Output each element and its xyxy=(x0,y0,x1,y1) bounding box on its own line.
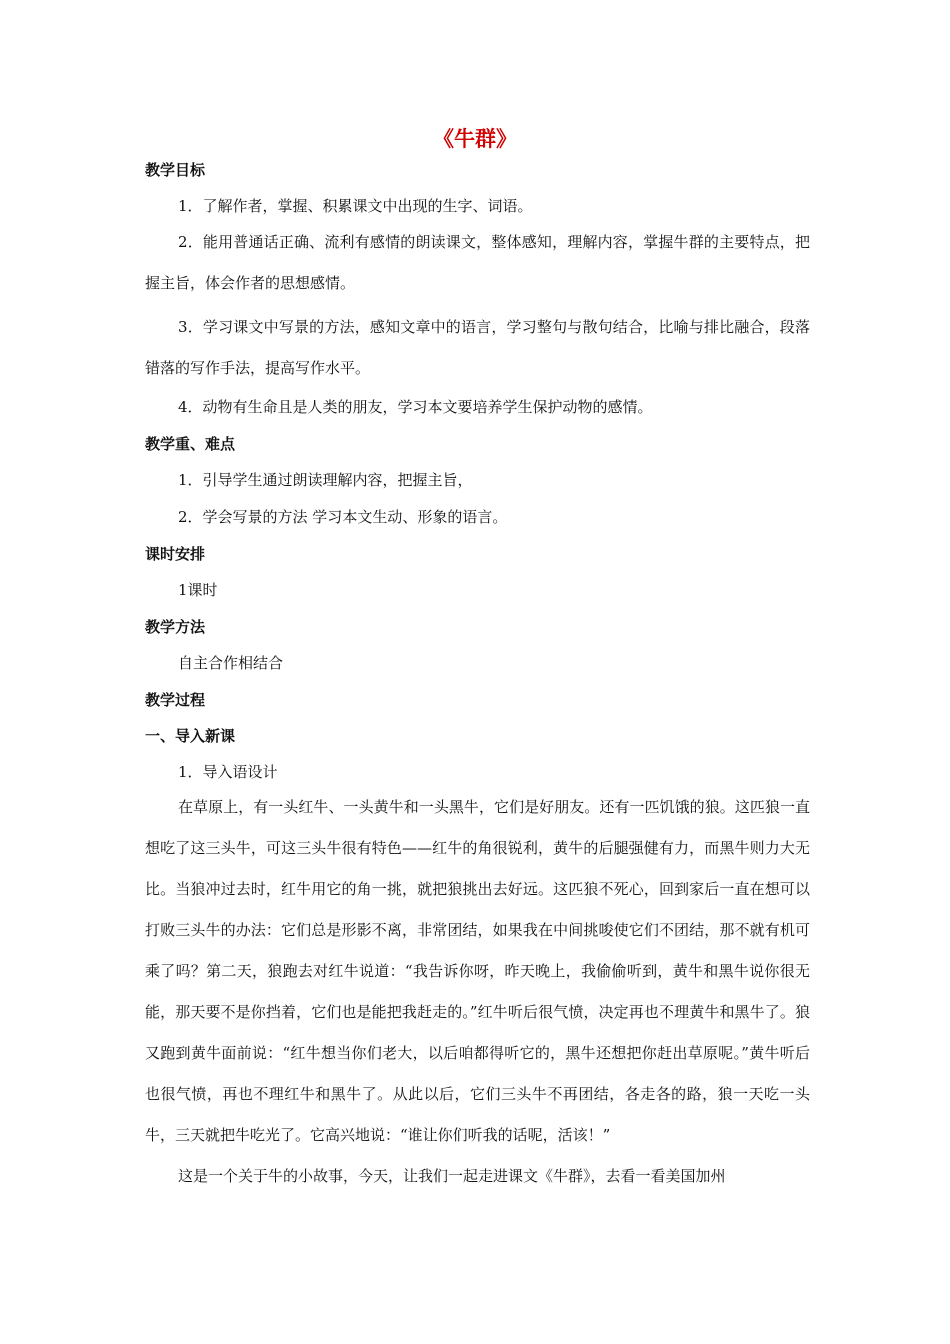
schedule-text: 1课时 xyxy=(178,581,218,599)
goal-item: 4．动物有生命且是人类的朋友，学习本文要培养学生保护动物的感情。 xyxy=(178,398,653,416)
key-point-item: 1．引导学生通过朗读理解内容，把握主旨， xyxy=(178,471,473,489)
document-body xyxy=(145,160,810,1197)
document-title: 《牛群》 xyxy=(433,127,517,151)
goal-item: 3．学习课文中写景的方法，感知文章中的语言，学习整句与散句结合，比喻与排比融合，段落错落的写作手法，提高写作水平。 xyxy=(145,318,810,377)
heading-schedule: 课时安排 xyxy=(145,545,206,563)
goal-item: 1．了解作者，掌握、积累课文中出现的生字、词语。 xyxy=(178,197,533,215)
heading-method: 教学方法 xyxy=(145,618,206,636)
heading-intro: 一、导入新课 xyxy=(145,727,236,745)
intro-item: 1．导入语设计 xyxy=(178,763,278,781)
story-paragraph: 在草原上，有一头红牛、一头黄牛和一头黑牛，它们是好朋友。还有一匹饥饿的狼。这匹狼一直想吃了这三头牛，可这三头牛很有特色——红牛的角很锐利，黄牛的后腿强健有力，而黑牛则力大无比。当狼冲过去时，红牛用它的角一挑，就把狼挑出去好远。这匹狼不死心，回到家后一直在想可以打败三头牛的办法：它们总是形影不离，非常团结，如果我在中间挑唆使它们不团结，那不就有机可乘了吗？第二天，狼跑去对红牛说道：“我告诉你呀，昨天晚上，我偷偷听到，黄牛和黑牛说你很无能，那天要不是你挡着，它们也是能把我赶走的。”红牛听后很气愤，决定再也不理黄牛和黑牛了。狼又跑到黄牛面前说：“红牛想当你们老大，以后咱都得听它的，黑牛还想把你赶出草原呢。”黄牛听后也很气愤，再也不理红牛和黑牛了。从此以后，它们三头牛不再团结，各走各的路，狼一天吃一头牛，三天就把牛吃光了。它高兴地说：“谁让你们听我的话呢，活该！” xyxy=(145,798,810,1144)
method-text: 自主合作相结合 xyxy=(178,654,284,672)
heading-key-points: 教学重、难点 xyxy=(145,435,236,453)
heading-process: 教学过程 xyxy=(145,691,206,709)
closing-paragraph: 这是一个关于牛的小故事，今天，让我们一起走进课文《牛群》，去看一看美国加州 xyxy=(178,1167,726,1185)
goal-item: 2．能用普通话正确、流利有感情的朗读课文，整体感知，理解内容，掌握牛群的主要特点，把握主旨，体会作者的思想感情。 xyxy=(145,233,810,292)
key-point-item: 2．学会写景的方法 学习本文生动、形象的语言。 xyxy=(178,508,508,526)
heading-teaching-goals: 教学目标 xyxy=(145,161,206,179)
